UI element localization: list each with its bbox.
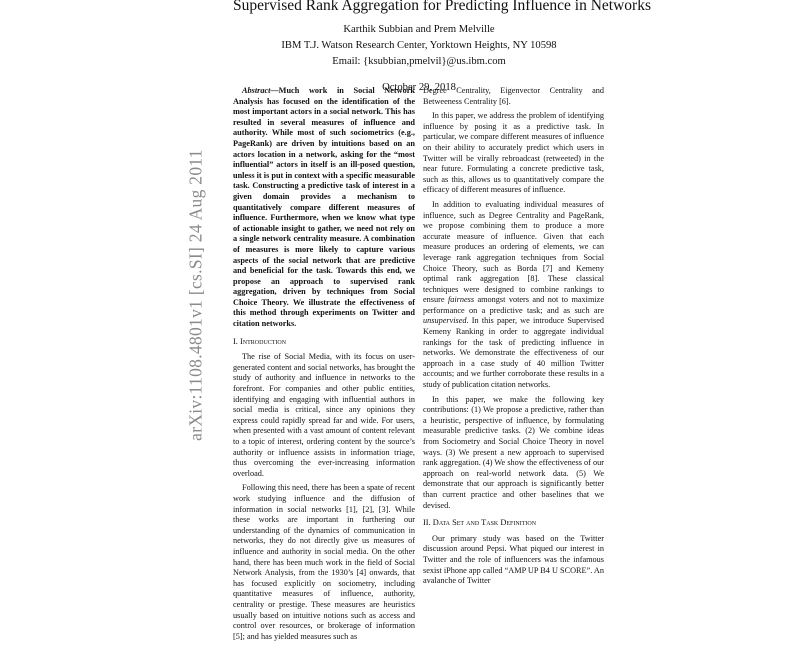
paper-date: October 29, 2018 (382, 82, 456, 93)
abstract-label: Abstract (242, 86, 271, 95)
text-run: In addition to evaluating individual measures of influence, such as Degree Centrality and PageRank, we propose combining them to produce a more accurate measure of influence. Given that each measure produces an ordering of elements, we can leverage rank aggregation techniques from Social Choice Theory, such as Borda [7] and Kemeny optimal rank aggregation [8]. These classical techniques were designed to combine rankings to ensure (423, 199, 604, 305)
section-heading-introduction (233, 337, 415, 348)
affiliation: IBM T.J. Watson Research Center, Yorktown Heights, NY 10598 (281, 40, 557, 51)
paper-title: Supervised Rank Aggregation for Predicting Influence in Networks (233, 0, 651, 14)
abstract (233, 86, 415, 330)
right-column (423, 86, 604, 591)
author-email: Email: {ksubbian,pmelvil}@us.ibm.com (332, 56, 506, 67)
abstract-text: —Much work in Social Network Analysis has focused on the identification of the most important actors in a social network. This has resulted in several measures of influence and authority. While most of such sociometrics (e.g., PageRank) are driven by intuitions based on an actors location in a network, asking for the “most influential” actors in itself is an ill-posed question, unless it is put in context with a specific measurable task. Constructing a predictive task of interest in a given domain provides a mechanism to quantitatively compare different measures of influence. Furthermore, when we know what type of actionable insight to gather, we need not rely on a single network centrality measure. A combination of measures is more likely to capture various aspects of the social network that are predictive and beneficial for the task. Towards this end, we propose an approach to supervised rank aggregation, driven by techniques from Social Choice Theory. We illustrate the effectiveness of this method through experiments on Twitter and citation networks. (233, 86, 415, 329)
arxiv-identifier: arXiv:1108.4801v1 [cs.SI] 24 Aug 2011 (185, 149, 206, 441)
emphasis-unsupervised: unsupervised (423, 316, 467, 326)
intro-paragraph-4 (423, 200, 604, 391)
intro-paragraph-3: In this paper, we address the problem of identifying influence by posing it as a predictive task. In particular, we compare different measures of influence on their ability to accurately predict which users in Twitter will be virally rebroadcast (retweeted) in the near future. Formulating a concrete predictive task, such as this, allows us to quantitatively compare the efficacy of different measures of influence. (423, 111, 604, 195)
paper-header (233, 0, 651, 96)
section-title: Data Set and Task Definition (432, 518, 537, 528)
section-number: I. (233, 336, 238, 346)
text-run: amongst voters and not to maximize performance on a predictive task; and as such are (423, 295, 604, 315)
intro-continuation: Degree Centrality, Eigenvector Centrality and Betweeness Centrality [6]. (423, 86, 604, 106)
intro-paragraph-2: Following this need, there has been a spate of recent work studying influence and the diffusion of information in social networks [1], [2], [3]. While these works are important in furthering our understanding of the dynamics of communication in networks, they do not directly give us measures of influence and authority in social media. On the other hand, there has been much work in the field of Social Network Analysis, from the 1930’s [4] onwards, that has focused explicitly on sociometry, including quantitative measures of influence, authority, centrality or prestige. These measures are heuristics usually based on intuitive notions such as access and control over resources, or brokerage of information [5]; and has yielded measures such as (233, 483, 415, 641)
text-run: . In this paper, we introduce Supervised Kemeny Ranking in order to aggregate individual rankings for the task of predicting influence in networks. We demonstrate the effectiveness of our approach in a case study of 40 million Twitter accounts; and we further corroborate these results in a study of publication citation networks. (423, 316, 604, 390)
section-number: II. (423, 518, 431, 528)
emphasis-fairness: fairness (447, 295, 475, 305)
author-list: Karthik Subbian and Prem Melville (343, 24, 495, 35)
data-set-paragraph: Our primary study was based on the Twitter discussion around Pepsi. What piqued our interest in Twitter and the role of influencers was the infamous sexist iPhone app called “AMP UP B4 U SCORE”. An avalanche of Twitter (423, 533, 604, 586)
left-column (233, 86, 415, 646)
contributions-paragraph: In this paper, we make the following key contributions: (1) We propose a predictive, rather than a heuristic, perspective of influence, by formulating measurable predictive tasks. (2) We combine ideas from Sociometry and Social Choice Theory in novel ways. (3) We present a new approach to supervised rank aggregation. (4) We show the effectiveness of our approach on real-world network data. (5) We demonstrate that our approach is significantly better than current practice and other baselines that we devised. (423, 394, 604, 510)
section-heading-data-set (423, 518, 604, 529)
section-title: Introduction (239, 336, 287, 346)
intro-paragraph-1: The rise of Social Media, with its focus on user-generated content and social networks, has brought the study of authority and influence in networks to the forefront. For companies and other public entities, identifying and engaging with influential authors in social media is critical, since any opinions they express could rapidly spread far and wide. For users, when presented with a vast amount of content relevant to a topic of interest, ordering content by the source’s authority or influence assists in information triage, thus overcoming the ever-increasing information overload. (233, 352, 415, 478)
